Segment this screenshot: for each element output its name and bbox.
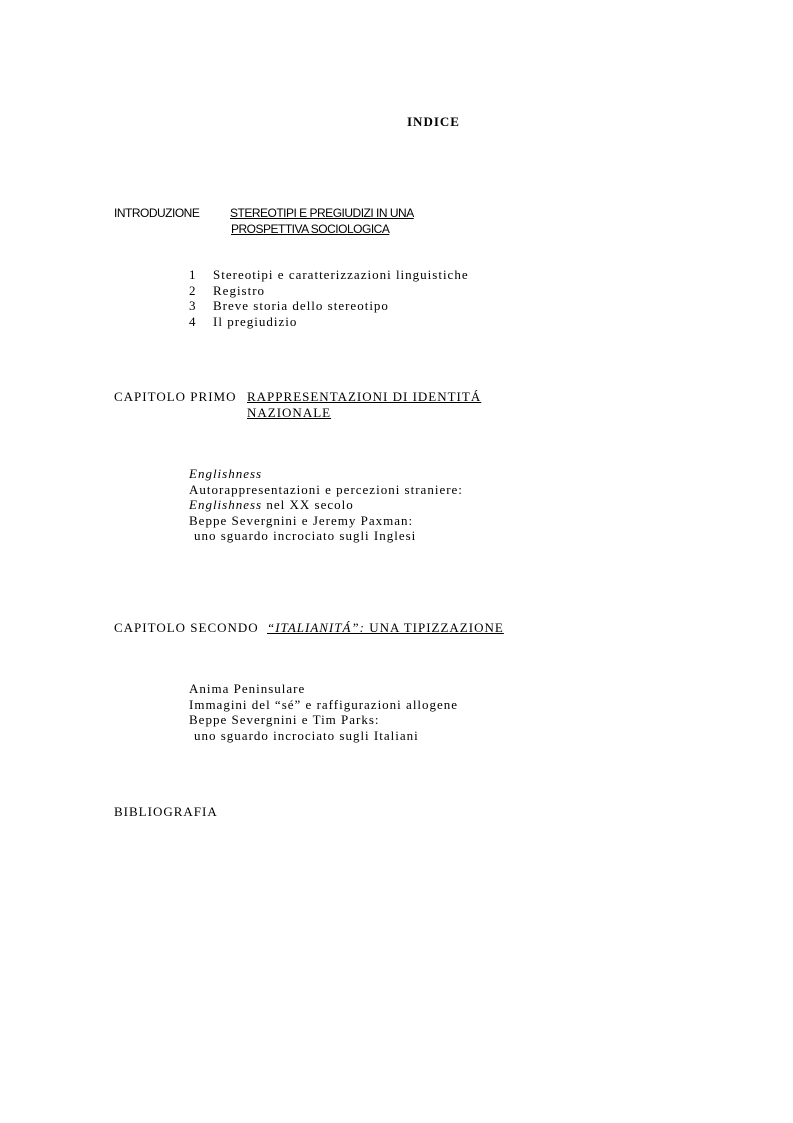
chapter1-label: CAPITOLO PRIMO [114, 389, 237, 404]
list-item [189, 497, 463, 513]
list-item [189, 267, 469, 283]
chapter2-title-text: UNA TIPIZZAZIONE [365, 620, 504, 635]
chapter1-section-list [189, 466, 463, 544]
list-item: Beppe Severgnini e Jeremy Paxman: [189, 512, 414, 528]
chapter1-title-line2: NAZIONALE [247, 404, 332, 420]
list-item [189, 466, 463, 482]
list-item-number: 2 [189, 282, 197, 298]
introduction-title [230, 206, 414, 237]
list-item-number: 3 [189, 298, 197, 313]
list-item-text: Stereotipi e caratterizzazioni linguistiche [213, 267, 469, 282]
introduction-label: INTRODUZIONE [114, 206, 200, 220]
chapter1-title-line1: RAPPRESENTAZIONI DI IDENTITÁ [247, 389, 482, 404]
list-item-text: Registro [213, 282, 266, 298]
list-item-text: Breve storia dello stereotipo [213, 298, 389, 313]
list-item-text: Englishness [189, 466, 263, 481]
list-item-text: Il pregiudizio [213, 313, 298, 329]
list-item [189, 283, 469, 299]
list-item: uno sguardo incrociato sugli Inglesi [194, 528, 417, 543]
list-item: Autorappresentazioni e percezioni straniere: [189, 481, 463, 497]
chapter2-label: CAPITOLO SECONDO [114, 620, 259, 635]
page-title: INDICE [407, 114, 460, 129]
chapter2-title [267, 620, 504, 636]
list-item [189, 298, 469, 314]
list-item: Anima Peninsulare [189, 681, 306, 696]
list-item-number: 1 [189, 267, 197, 282]
list-item-text: nel XX secolo [262, 497, 354, 512]
introduction-title-line2: PROSPETTIVA SOCIOLOGICA [231, 221, 390, 236]
list-item [189, 314, 469, 330]
bibliography-label: BIBLIOGRAFIA [114, 804, 218, 819]
list-item-number: 4 [189, 313, 197, 329]
chapter2-title-emphasis: “ITALIANITÁ”: [267, 620, 365, 635]
list-item: Immagini del “sé” e raffigurazioni allogene [189, 696, 459, 712]
list-item: Beppe Severgnini e Tim Parks: [189, 712, 380, 727]
chapter1-title [247, 389, 481, 420]
list-item: uno sguardo incrociato sugli Italiani [194, 727, 419, 743]
list-item-text-emphasis: Englishness [189, 497, 263, 512]
chapter2-section-list [189, 681, 458, 743]
introduction-title-line1: STEREOTIPI E PREGIUDIZI IN UNA [230, 206, 414, 220]
introduction-section-list [189, 267, 469, 329]
